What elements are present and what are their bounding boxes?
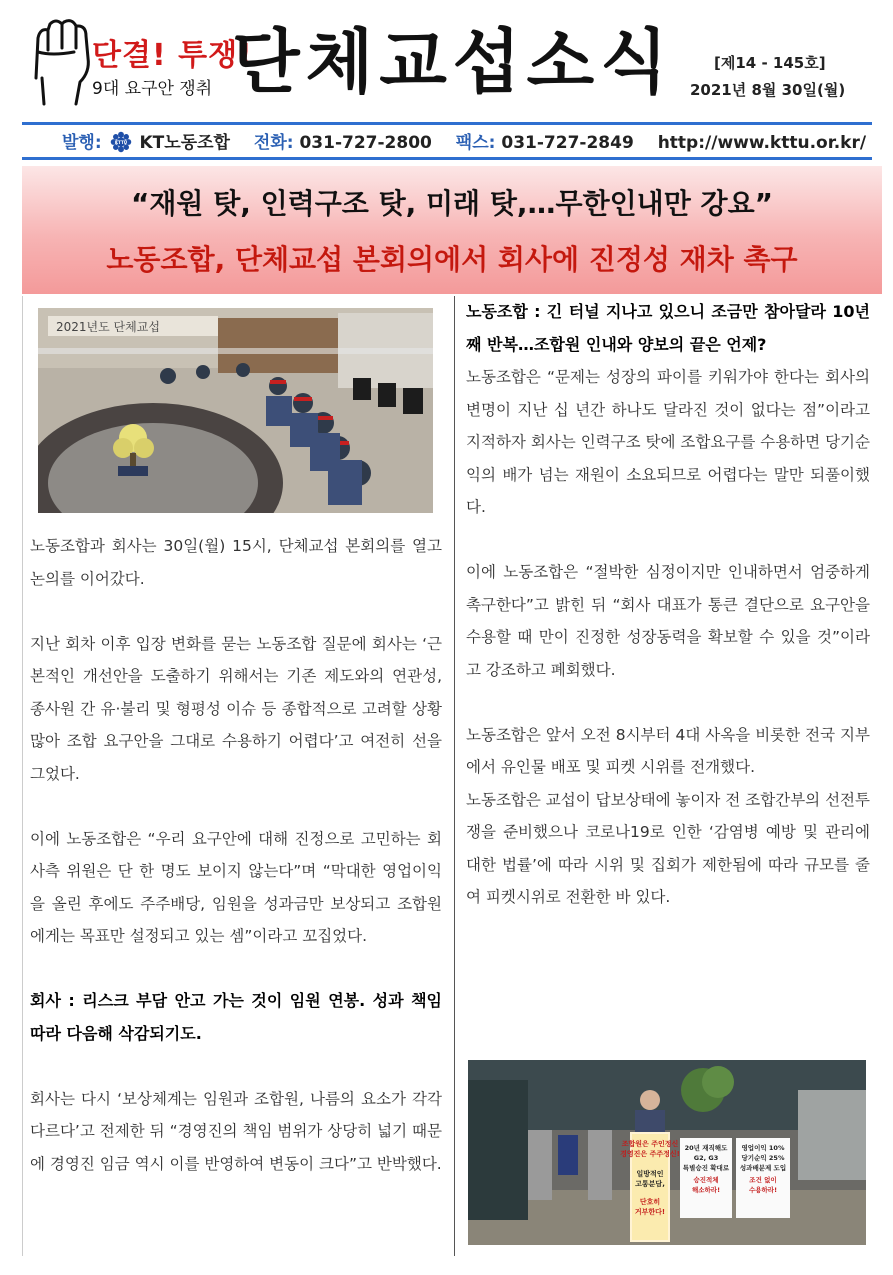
picket-mid-line-1: 20년 재직해도 [684,1144,728,1152]
right-para-3: 노동조합은 앞서 오전 8시부터 4대 사옥을 비롯한 전국 지부에서 유인물 배포 및 피켓 시위를 전개했다. [466,725,870,776]
picket-left-line-3: 일방적인 [636,1170,664,1178]
publisher-name: KT노동조합 [139,133,230,153]
phone-label: 전화: [253,133,294,153]
fax-label: 팩스: [455,133,496,153]
picket-mid-line-4: 승진적체 [693,1176,719,1184]
picket-mid-line-2: G2, G3 [693,1154,719,1162]
picket-right-line-5: 수용하라! [748,1186,778,1194]
picket-left-line-1: 조합원은 주인정신 [621,1140,679,1148]
phone-number: 031-727-2800 [299,133,432,153]
picket-right-line-3: 성과배분제 도입 [739,1164,787,1172]
picket-left-line-6: 거부한다! [634,1208,666,1216]
right-para-2: 이에 노동조합은 “절박한 심정이지만 인내하면서 엄중하게 촉구한다”고 밝힌 뒤 “회사 대표가 통큰 결단으로 요구안을 수용할 때 만이 진정한 성장동력을 확보할 수 있을 것”이라고 강조하고 폐회했다. [466,563,870,679]
website-link[interactable]: http://www.kttu.or.kr/ [657,133,867,153]
picket-protest-photo [468,1060,866,1245]
right-para-1: 노동조합은 “문제는 성장의 파이를 키워가야 한다는 회사의 변명이 지난 십 년간 하나도 달라진 것이 없다는 점”이라고 지적하자 회사는 인력구조 탓에 조합요구를 수용하면 당기순익의 배가 넘는 재원이 소요되므로 어렵다는 말만 되풀이했다. [466,368,870,516]
svg-text:KTTU: KTTU [114,139,127,145]
publisher-bar [22,128,872,154]
picket-mid-line-5: 해소하라! [691,1186,721,1194]
picket-left-line-4: 고통분담, [635,1180,665,1188]
left-para-2: 지난 회차 이후 입장 변화를 묻는 노동조합 질문에 회사는 ‘근본적인 개선안을 도출하기 위해서는 기존 제도와의 연관성, 종사원 간 유·불리 및 형평성 이슈 등 종합적으로 고려할 상황 많아 조합 요구안을 그대로 수용하기 어렵다’고 여전히 선을 그었다. [30,634,442,783]
picket-left-line-2: 경영진은 주주정신! [620,1150,680,1158]
top-rule [22,122,872,125]
picket-right-line-1: 영업이익 10% [741,1144,785,1152]
picket-right-line-4: 조건 없이 [749,1176,777,1184]
headline-banner [22,166,882,294]
picket-left-line-5: 단호히 [639,1198,661,1206]
meeting-photo [38,308,433,513]
left-para-4: 회사는 다시 ‘보상체계는 임원과 조합원, 나름의 요소가 각각 다르다’고 전제한 뒤 “경영진의 책임 범위가 상당히 넓기 때문에 경영진 임금 역시 이를 반영하여 변동이 크다”고 반박했다. [30,1089,442,1173]
right-column [466,296,870,946]
picket-right-line-2: 당기순익 25% [741,1154,785,1162]
left-border [22,296,23,1256]
right-subheading: 노동조합 : 긴 터널 지나고 있으니 조금만 참아달라 10년 째 반복…조합원 인내와 양보의 끝은 언제? [466,302,870,354]
right-para-4: 노동조합은 교섭이 답보상태에 놓이자 전 조합간부의 선전투쟁을 준비했으나 코로나19로 인한 ‘감염병 예방 및 관리에 대한 법률’에 따라 시위 및 집회가 제한됨에 따라 규모를 줄여 피켓시위로 전환한 바 있다. [466,790,870,906]
column-divider [454,296,455,1256]
issue-number: [제14 - 145호] [714,54,826,72]
fax-number: 031-727-2849 [501,133,634,153]
picket-mid-line-3: 특별승진 확대로 [682,1164,730,1172]
issue-date: 2021년 8월 30일(월) [690,81,846,99]
meeting-banner-text: 2021년도 단체교섭 [56,320,160,334]
headline-sub: 노동조합, 단체교섭 본회의에서 회사에 진정성 재차 촉구 [106,243,798,276]
newsletter-title: 단체교섭소식 [232,21,674,103]
kttu-logo-icon [110,131,132,153]
slogan-line-1: 단결! 투쟁! [92,38,253,73]
left-subheading: 회사 : 리스크 부담 안고 가는 것이 임원 연봉. 성과 책임 따라 다음해 삭감되기도. [30,991,442,1043]
headline-main: “재원 탓, 인력구조 탓, 미래 탓,…무한인내만 강요” [130,187,774,220]
left-para-1: 노동조합과 회사는 30일(월) 15시, 단체교섭 본회의를 열고 논의를 이어갔다. [30,537,442,588]
left-para-3: 이에 노동조합은 “우리 요구안에 대해 진정으로 고민하는 회사측 위원은 단 한 명도 보이지 않는다”며 “막대한 영업이익을 올린 후에도 주주배당, 임원을 성과금만 보상되고 조합원에게는 목표만 설정되고 있는 셈”이라고 꼬집었다. [30,829,442,945]
publisher-label: 발행: [62,133,102,153]
slogan-line-2: 9대 요구안 쟁취 [92,79,213,99]
left-column [30,530,442,1213]
bottom-rule [22,157,872,160]
